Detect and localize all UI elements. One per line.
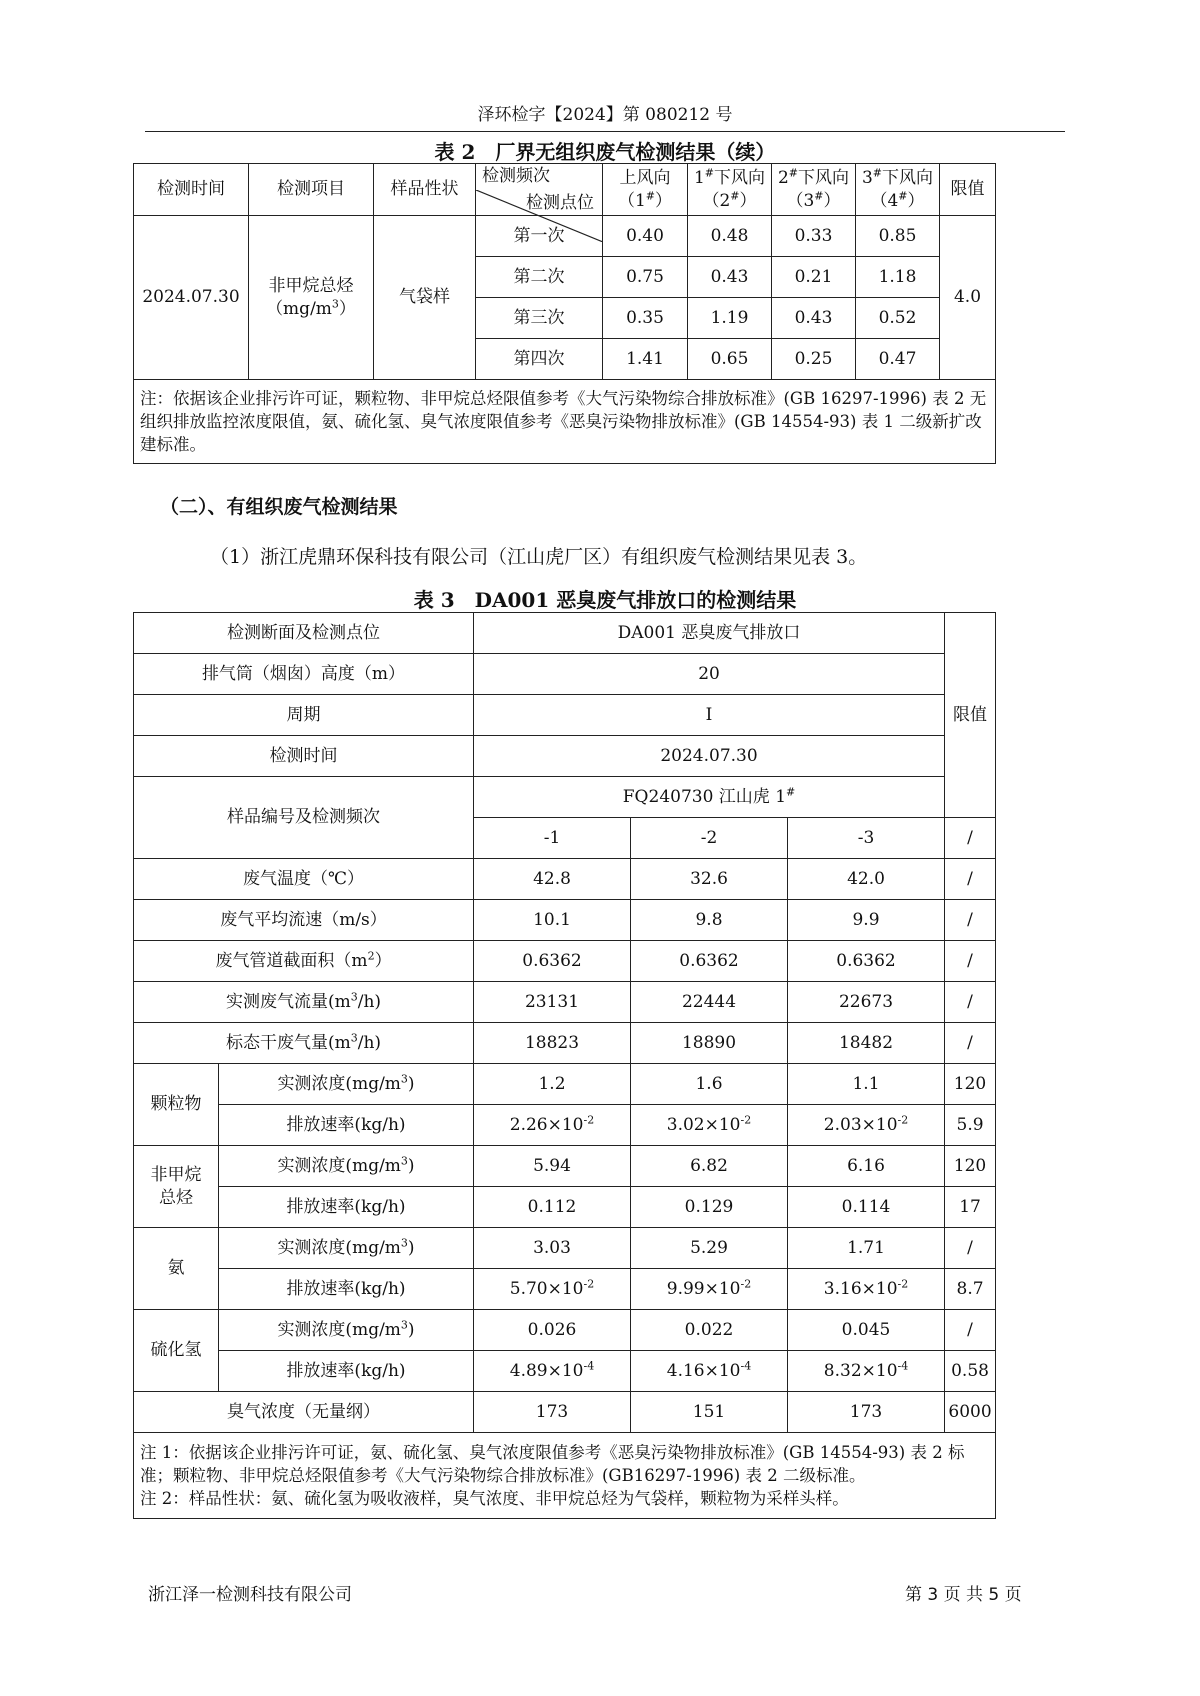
t3-section-value: DA001 恶臭废气排放口	[474, 613, 945, 654]
t2-cell: 1.18	[856, 257, 940, 298]
t3-sample-label: 样品编号及检测频次	[134, 777, 474, 859]
table3	[133, 612, 996, 1519]
table3-caption: 表 3 DA001 恶臭废气排放口的检测结果	[413, 588, 797, 612]
t3-cell: 1.71	[788, 1228, 945, 1269]
t2-cell: 0.65	[688, 339, 772, 380]
t3-cell: 5.9	[945, 1105, 996, 1146]
t2-cell: 0.33	[772, 216, 856, 257]
t3-conc-label: 实测浓度$(mg/m^3)$	[219, 1064, 474, 1105]
t2-cell: 0.48	[688, 216, 772, 257]
t3-cell: 5.94	[474, 1146, 631, 1187]
t3-cell: 18823	[474, 1023, 631, 1064]
t3-time-value: 2024.07.30	[474, 736, 945, 777]
t3-cell: $3.02\times 10^{-2}$	[631, 1105, 788, 1146]
t2-cell: 0.43	[688, 257, 772, 298]
t3-sub: -2	[631, 818, 788, 859]
t3-conc-label: 实测浓度$(mg/m^3)$	[219, 1310, 474, 1351]
t3-height-value: 20	[474, 654, 945, 695]
t2-header-col4: 3#下风向 （4#）	[856, 164, 940, 216]
t3-cell: $2.03\times 10^{-2}$	[788, 1105, 945, 1146]
t3-cell: 6000	[945, 1392, 996, 1433]
t3-cell: 8.7	[945, 1269, 996, 1310]
t2-item: 非甲烷总烃 $(mg/m^3)$	[249, 216, 374, 380]
t3-cell: /	[945, 982, 996, 1023]
t3-group-name: 氨	[134, 1228, 219, 1310]
t2-cell: 0.47	[856, 339, 940, 380]
t3-cell: 151	[631, 1392, 788, 1433]
t3-row-label: 实测废气流量$(m^3/h)$	[134, 982, 474, 1023]
t2-header-sample: 样品性状	[374, 164, 476, 216]
t3-cell: $9.99\times 10^{-2}$	[631, 1269, 788, 1310]
t2-cell: 0.85	[856, 216, 940, 257]
t3-cell: $3.16\times 10^{-2}$	[788, 1269, 945, 1310]
t3-sub: -1	[474, 818, 631, 859]
t3-rate-label: 排放速率(kg/h)	[219, 1105, 474, 1146]
t3-row-label: 废气温度（℃）	[134, 859, 474, 900]
t2-header-limit: 限值	[940, 164, 996, 216]
t3-cell: 0.112	[474, 1187, 631, 1228]
t3-cell: 173	[474, 1392, 631, 1433]
t3-cell: 0.6362	[788, 941, 945, 982]
t2-freq: 第四次	[476, 339, 603, 380]
t2-cell: 0.21	[772, 257, 856, 298]
t3-group-name: 非甲烷 总烃	[134, 1146, 219, 1228]
t3-height-label: 排气筒（烟囱）高度（m）	[134, 654, 474, 695]
t3-cell: 6.16	[788, 1146, 945, 1187]
t3-odor-label: 臭气浓度（无量纲）	[134, 1392, 474, 1433]
t3-cell: 0.022	[631, 1310, 788, 1351]
t2-header-col1: 上风向 （1#）	[603, 164, 688, 216]
t3-cell: /	[945, 941, 996, 982]
t3-conc-label: 实测浓度$(mg/m^3)$	[219, 1228, 474, 1269]
t2-sample: 气袋样	[374, 216, 476, 380]
t2-cell: 0.43	[772, 298, 856, 339]
t3-cell: 5.29	[631, 1228, 788, 1269]
t3-cell: /	[945, 1310, 996, 1351]
t3-group-name: 颗粒物	[134, 1064, 219, 1146]
t3-cell: /	[945, 1023, 996, 1064]
t3-cell: 0.6362	[631, 941, 788, 982]
t2-note: 注：依据该企业排污许可证，颗粒物、非甲烷总烃限值参考《大气污染物综合排放标准》(GB 16297-1996) 表 2 无组织排放监控浓度限值，氨、硫化氢、臭气浓度限值参考《恶臭污染物排放标准》(GB 14554-93) 表 1 二级新扩改建标准。	[134, 380, 996, 464]
t3-cell: 17	[945, 1187, 996, 1228]
t3-cell: 0.114	[788, 1187, 945, 1228]
t3-cell: 0.026	[474, 1310, 631, 1351]
t3-cell: $2.26\times 10^{-2}$	[474, 1105, 631, 1146]
t3-cell: /	[945, 900, 996, 941]
t3-cell: 1.6	[631, 1064, 788, 1105]
t3-cell: 120	[945, 1064, 996, 1105]
t2-cell: 0.75	[603, 257, 688, 298]
t3-rate-label: 排放速率(kg/h)	[219, 1269, 474, 1310]
t3-row-label: 标态干废气量$(m^3/h)$	[134, 1023, 474, 1064]
t3-cell: 42.0	[788, 859, 945, 900]
t2-header-time: 检测时间	[134, 164, 249, 216]
t3-sub: /	[945, 818, 996, 859]
t3-row-label: 废气管道截面积$(m^2)$	[134, 941, 474, 982]
t3-rate-label: 排放速率(kg/h)	[219, 1187, 474, 1228]
t3-cell: $4.89\times 10^{-4}$	[474, 1351, 631, 1392]
t3-cell: 10.1	[474, 900, 631, 941]
t3-cell: 22673	[788, 982, 945, 1023]
t3-cell: 3.03	[474, 1228, 631, 1269]
t3-cell: $8.32\times 10^{-4}$	[788, 1351, 945, 1392]
t3-cell: 23131	[474, 982, 631, 1023]
t3-conc-label: 实测浓度$(mg/m^3)$	[219, 1146, 474, 1187]
t3-cell: 9.9	[788, 900, 945, 941]
t3-cell: $5.70\times 10^{-2}$	[474, 1269, 631, 1310]
t3-cell: $4.16\times 10^{-4}$	[631, 1351, 788, 1392]
t3-period-label: 周期	[134, 695, 474, 736]
report-number-header: 泽环检字【2024】第 080212 号	[145, 98, 1065, 132]
t3-period-value: I	[474, 695, 945, 736]
t3-cell: 1.1	[788, 1064, 945, 1105]
t2-header-col3: 2#下风向 （3#）	[772, 164, 856, 216]
t2-cell: 0.52	[856, 298, 940, 339]
t3-cell: 6.82	[631, 1146, 788, 1187]
t3-section-label: 检测断面及检测点位	[134, 613, 474, 654]
t3-cell: 18890	[631, 1023, 788, 1064]
t3-cell: 173	[788, 1392, 945, 1433]
t2-cell: 0.25	[772, 339, 856, 380]
t3-sub: -3	[788, 818, 945, 859]
t3-cell: 42.8	[474, 859, 631, 900]
t3-row-label: 废气平均流速（m/s）	[134, 900, 474, 941]
t3-group-name: 硫化氢	[134, 1310, 219, 1392]
t3-note1: 注 1：依据该企业排污许可证，氨、硫化氢、臭气浓度限值参考《恶臭污染物排放标准》(GB 14554-93) 表 2 标准；颗粒物、非甲烷总烃限值参考《大气污染物综合排放标准》(GB16297-1996) 表 2 二级标准。	[140, 1442, 965, 1485]
t2-cell: 1.19	[688, 298, 772, 339]
t3-cell: 0.045	[788, 1310, 945, 1351]
section-title: （二）、有组织废气检测结果	[160, 496, 398, 518]
t2-limit: 4.0	[940, 216, 996, 380]
footer-company: 浙江泽一检测科技有限公司	[148, 1585, 352, 1605]
t2-cell: 0.40	[603, 216, 688, 257]
t2-cell: 1.41	[603, 339, 688, 380]
t2-header-point: 检测点位	[526, 192, 594, 213]
t2-header-diagonal	[476, 164, 603, 216]
t2-freq: 第一次	[476, 216, 603, 257]
t2-header-col2: 1#下风向 （2#）	[688, 164, 772, 216]
t3-cell: 0.129	[631, 1187, 788, 1228]
t2-header-freq: 检测频次	[482, 165, 550, 186]
t3-time-label: 检测时间	[134, 736, 474, 777]
t3-cell: 1.2	[474, 1064, 631, 1105]
t3-cell: 22444	[631, 982, 788, 1023]
t2-freq: 第二次	[476, 257, 603, 298]
t3-rate-label: 排放速率(kg/h)	[219, 1351, 474, 1392]
t3-notes	[134, 1433, 996, 1519]
t3-note2: 注 2：样品性状：氨、硫化氢为吸收液样，臭气浓度、非甲烷总烃为气袋样，颗粒物为采样头样。	[140, 1489, 849, 1509]
t3-cell: 18482	[788, 1023, 945, 1064]
footer-page-number: 第 3 页 共 5 页	[905, 1585, 1022, 1605]
t3-cell: /	[945, 1228, 996, 1269]
t3-sample-value: FQ240730 江山虎 1#	[474, 777, 945, 818]
t3-cell: 0.6362	[474, 941, 631, 982]
t3-limit-header: 限值	[945, 613, 996, 818]
t2-date: 2024.07.30	[134, 216, 249, 380]
t3-cell: 120	[945, 1146, 996, 1187]
t2-freq: 第三次	[476, 298, 603, 339]
t3-cell: 32.6	[631, 859, 788, 900]
t3-cell: 0.58	[945, 1351, 996, 1392]
table2-caption: 表 2 厂界无组织废气检测结果（续）	[434, 140, 776, 164]
table2	[133, 163, 996, 464]
t2-header-item: 检测项目	[249, 164, 374, 216]
t3-cell: 9.8	[631, 900, 788, 941]
t3-cell: /	[945, 859, 996, 900]
section-paragraph: （1）浙江虎鼎环保科技有限公司（江山虎厂区）有组织废气检测结果见表 3。	[210, 546, 868, 568]
t2-cell: 0.35	[603, 298, 688, 339]
